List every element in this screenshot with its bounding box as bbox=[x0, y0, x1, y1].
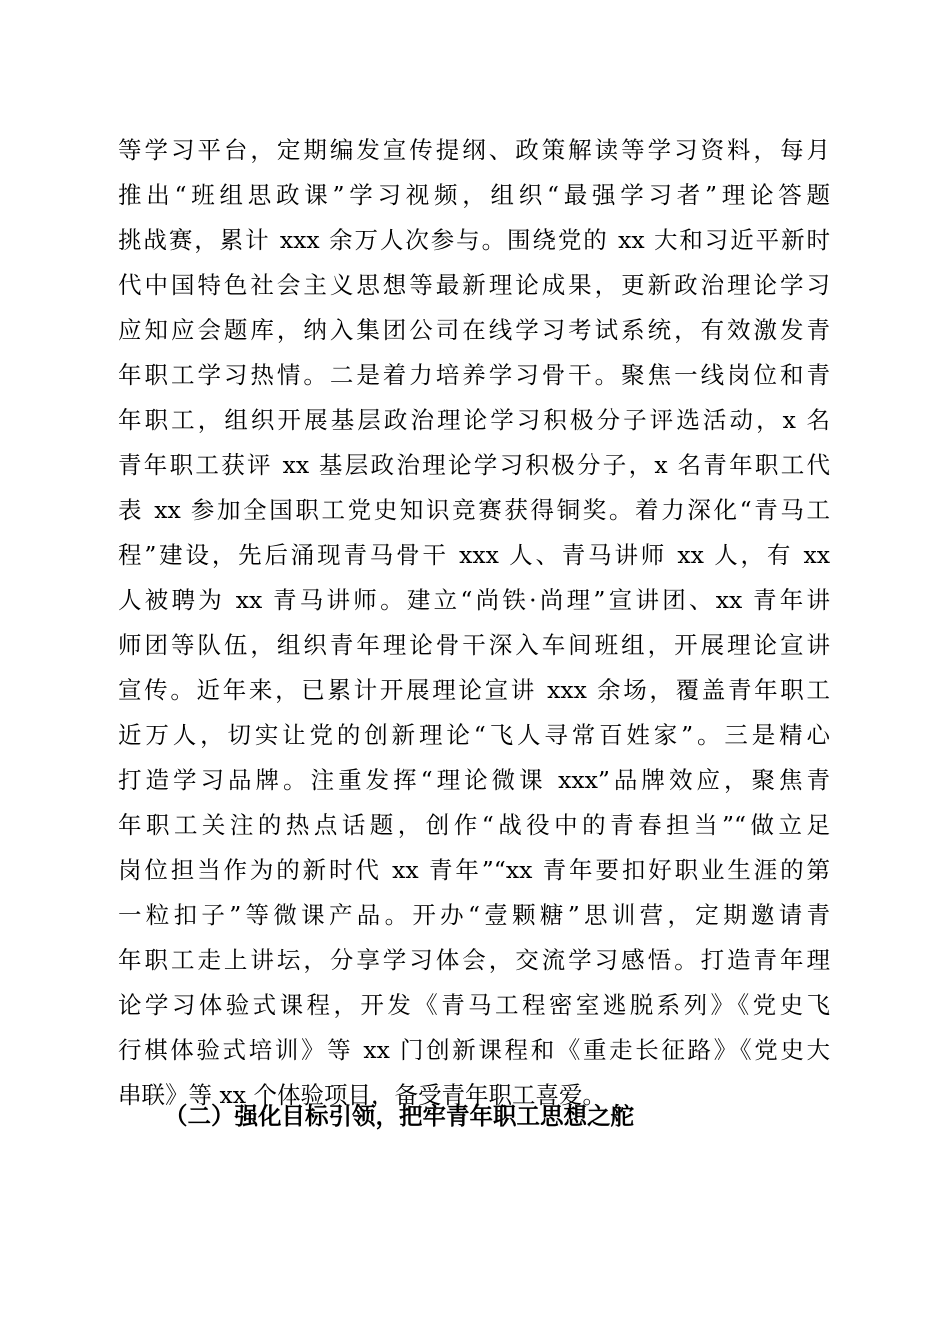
section-heading: （二）强化目标引领，把牢青年职工思想之舵 bbox=[164, 1102, 634, 1130]
paragraph-line: 程”建设，先后涌现青马骨干 xxx 人、青马讲师 xx 人，有 xx bbox=[118, 541, 830, 569]
paragraph-line: 论学习体验式课程，开发《青马工程密室逃脱系列》《党史飞 bbox=[118, 991, 830, 1019]
paragraph-line: 代中国特色社会主义思想等最新理论成果，更新政治理论学习 bbox=[118, 271, 830, 299]
paragraph-line: 一粒扣子”等微课产品。开办“壹颗糖”思训营，定期邀请青 bbox=[118, 901, 830, 929]
paragraph-line: 推出“班组思政课”学习视频，组织“最强学习者”理论答题 bbox=[118, 181, 830, 209]
paragraph-line: 行棋体验式培训》等 xx 门创新课程和《重走长征路》《党史大 bbox=[118, 1036, 830, 1064]
paragraph-line: 人被聘为 xx 青马讲师。建立“尚铁·尚理”宣讲团、xx 青年讲 bbox=[118, 586, 830, 614]
body-paragraph bbox=[118, 128, 830, 1118]
paragraph-line: 青年职工获评 xx 基层政治理论学习积极分子，x 名青年职工代 bbox=[118, 451, 830, 479]
paragraph-line: 年职工走上讲坛，分享学习体会，交流学习感悟。打造青年理 bbox=[118, 946, 830, 974]
paragraph-line: 串联》等 xx 个体验项目，备受青年职工喜爱。 bbox=[118, 1081, 606, 1109]
paragraph-line: 打造学习品牌。注重发挥“理论微课 xxx”品牌效应，聚焦青 bbox=[118, 766, 830, 794]
paragraph-line: 等学习平台，定期编发宣传提纲、政策解读等学习资料，每月 bbox=[118, 136, 830, 164]
paragraph-line: 年职工，组织开展基层政治理论学习积极分子评选活动，x 名 bbox=[118, 406, 830, 434]
paragraph-line: 表 xx 参加全国职工党史知识竞赛获得铜奖。着力深化“青马工 bbox=[118, 496, 830, 524]
paragraph-line: 年职工关注的热点话题，创作“战役中的青春担当”“做立足 bbox=[118, 811, 830, 839]
paragraph-line: 挑战赛，累计 xxx 余万人次参与。围绕党的 xx 大和习近平新时 bbox=[118, 226, 830, 254]
paragraph-line: 近万人，切实让党的创新理论“飞人寻常百姓家”。三是精心 bbox=[118, 721, 830, 749]
paragraph-line: 宣传。近年来，已累计开展理论宣讲 xxx 余场，覆盖青年职工 bbox=[118, 676, 830, 704]
paragraph-line: 年职工学习热情。二是着力培养学习骨干。聚焦一线岗位和青 bbox=[118, 361, 830, 389]
paragraph-line: 应知应会题库，纳入集团公司在线学习考试系统，有效激发青 bbox=[118, 316, 830, 344]
paragraph-line: 师团等队伍，组织青年理论骨干深入车间班组，开展理论宣讲 bbox=[118, 631, 830, 659]
paragraph-line: 岗位担当作为的新时代 xx 青年”“xx 青年要扣好职业生涯的第 bbox=[118, 856, 830, 884]
